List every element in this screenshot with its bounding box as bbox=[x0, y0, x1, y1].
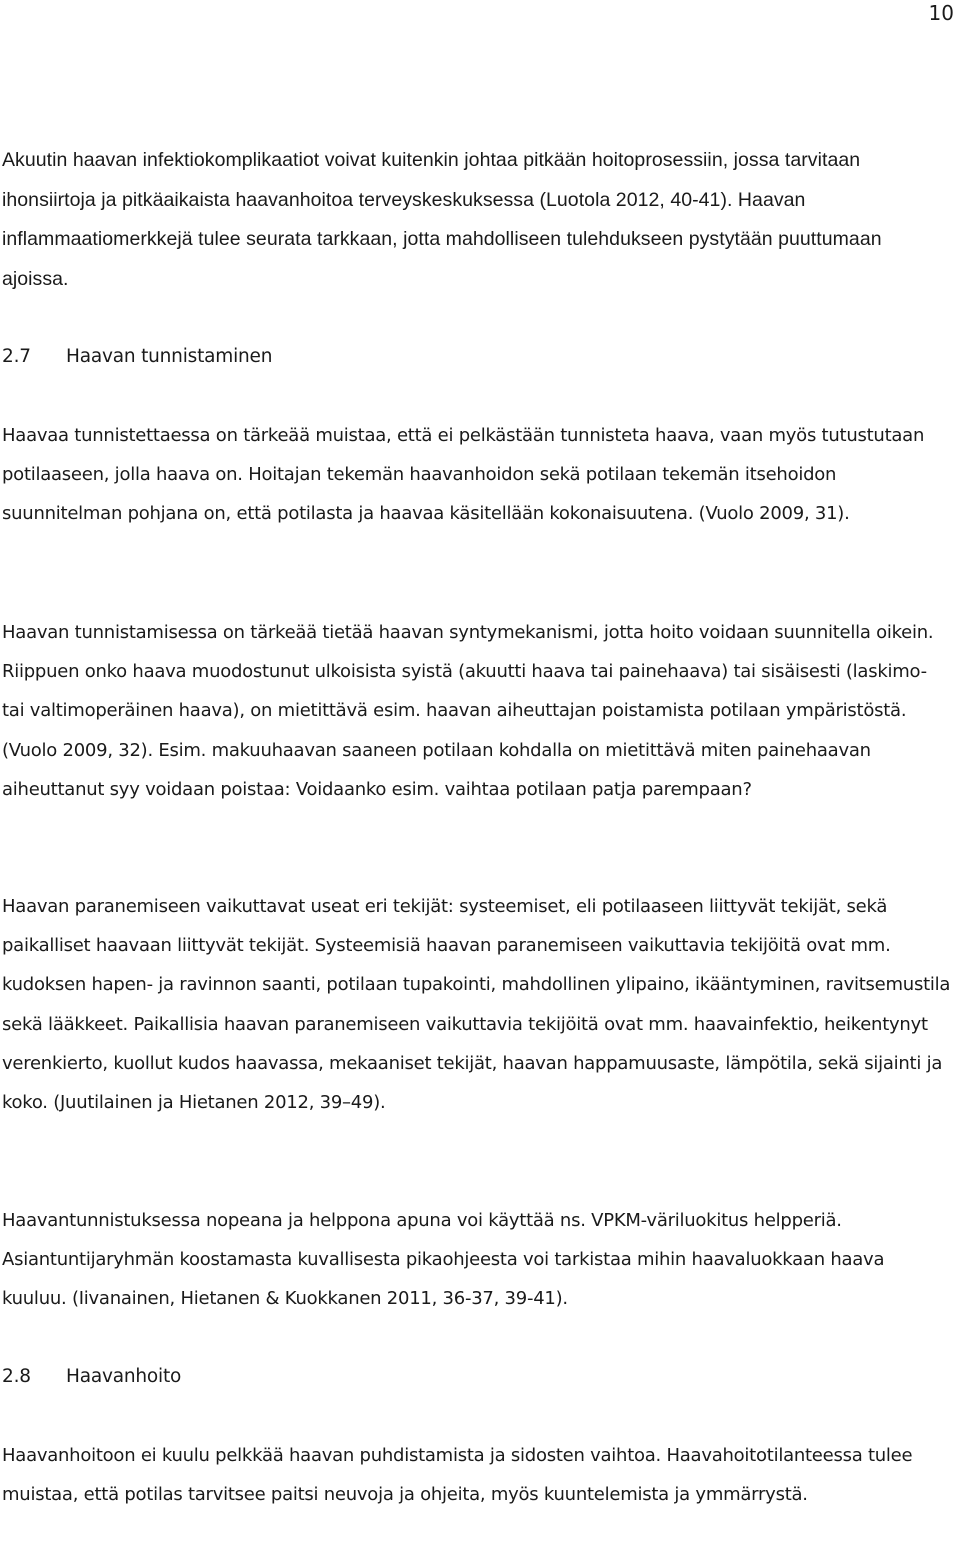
section-heading-2-7 bbox=[2, 344, 952, 370]
body-paragraph-vpkm: Haavantunnistuksessa nopeana ja helppona apuna voi käyttää ns. VPKM-väriluokitus helpperiä. Asiantuntijaryhmän koostamasta kuvallisesta pikaohjeesta voi tarkistaa mihin haavaluokkaan haava kuuluu. (Iivanainen, Hietanen & Kuokkanen 2011, 36-37, 39-41). bbox=[2, 1210, 885, 1310]
section-number: 2.7 bbox=[2, 346, 31, 367]
page-number: 10 bbox=[928, 1, 954, 25]
section-heading-2-8 bbox=[2, 1364, 952, 1390]
intro-paragraph: Akuutin haavan infektiokomplikaatiot voivat kuitenkin johtaa pitkään hoitoprosessiin, jossa tarvitaan ihonsiirtoja ja pitkäaikaista haavanhoitoa terveyskeskuksessa (Luotola 2012, 40-41). Haavan inflammaatiomerkkejä tulee seurata tarkkaan, jotta mahdolliseen tulehdukseen pystytään puuttumaan ajoissa. bbox=[2, 149, 882, 290]
section-number: 2.8 bbox=[2, 1366, 31, 1387]
section-title: Haavanhoito bbox=[66, 1366, 182, 1387]
section-title: Haavan tunnistaminen bbox=[66, 346, 273, 367]
body-paragraph-mechanism: Haavan tunnistamisessa on tärkeää tietää haavan syntymekanismi, jotta hoito voidaan suunnitella oikein. Riippuen onko haava muodostunut ulkoisista syistä (akuutti haava tai painehaava) tai sisäisesti (laskimo- tai valtimoperäinen haava), on mietittävä esim. haavan aiheuttajan poistamista potilaan ympäristöstä. (Vuolo 2009, 32). Esim. makuuhaavan saaneen potilaan kohdalla on mietittävä miten painehaavan aiheuttanut syy voidaan poistaa: Voidaanko esim. vaihtaa potilaan patja parempaan? bbox=[2, 622, 934, 800]
body-paragraph-wound-care: Haavanhoitoon ei kuulu pelkkää haavan puhdistamista ja sidosten vaihtoa. Haavahoitotilanteessa tulee muistaa, että potilas tarvitsee paitsi neuvoja ja ohjeita, myös kuuntelemista ja ymmärrystä. bbox=[2, 1445, 913, 1506]
body-paragraph-identification: Haavaa tunnistettaessa on tärkeää muistaa, että ei pelkästään tunnisteta haava, vaan myös tutustutaan potilaaseen, jolla haava on. Hoitajan tekemän haavanhoidon sekä potilaan tekemän itsehoidon suunnitelman pohjana on, että potilasta ja haavaa käsitellään kokonaisuutena. (Vuolo 2009, 31). bbox=[2, 425, 925, 525]
body-paragraph-healing-factors: Haavan paranemiseen vaikuttavat useat eri tekijät: systeemiset, eli potilaaseen liittyvät tekijät, sekä paikalliset haavaan liittyvät tekijät. Systeemisiä haavan paranemiseen vaikuttavia tekijöitä ovat mm. kudoksen hapen- ja ravinnon saanti, potilaan tupakointi, mahdollinen ylipaino, ikääntyminen, ravitsemustila sekä lääkkeet. Paikallisia haavan paranemiseen vaikuttavia tekijöitä ovat mm. haavainfektio, heikentynyt verenkierto, kuollut kudos haavassa, mekaaniset tekijät, haavan happamuusaste, lämpötila, sekä sijainti ja koko. (Juutilainen ja Hietanen 2012, 39–49). bbox=[2, 896, 951, 1114]
